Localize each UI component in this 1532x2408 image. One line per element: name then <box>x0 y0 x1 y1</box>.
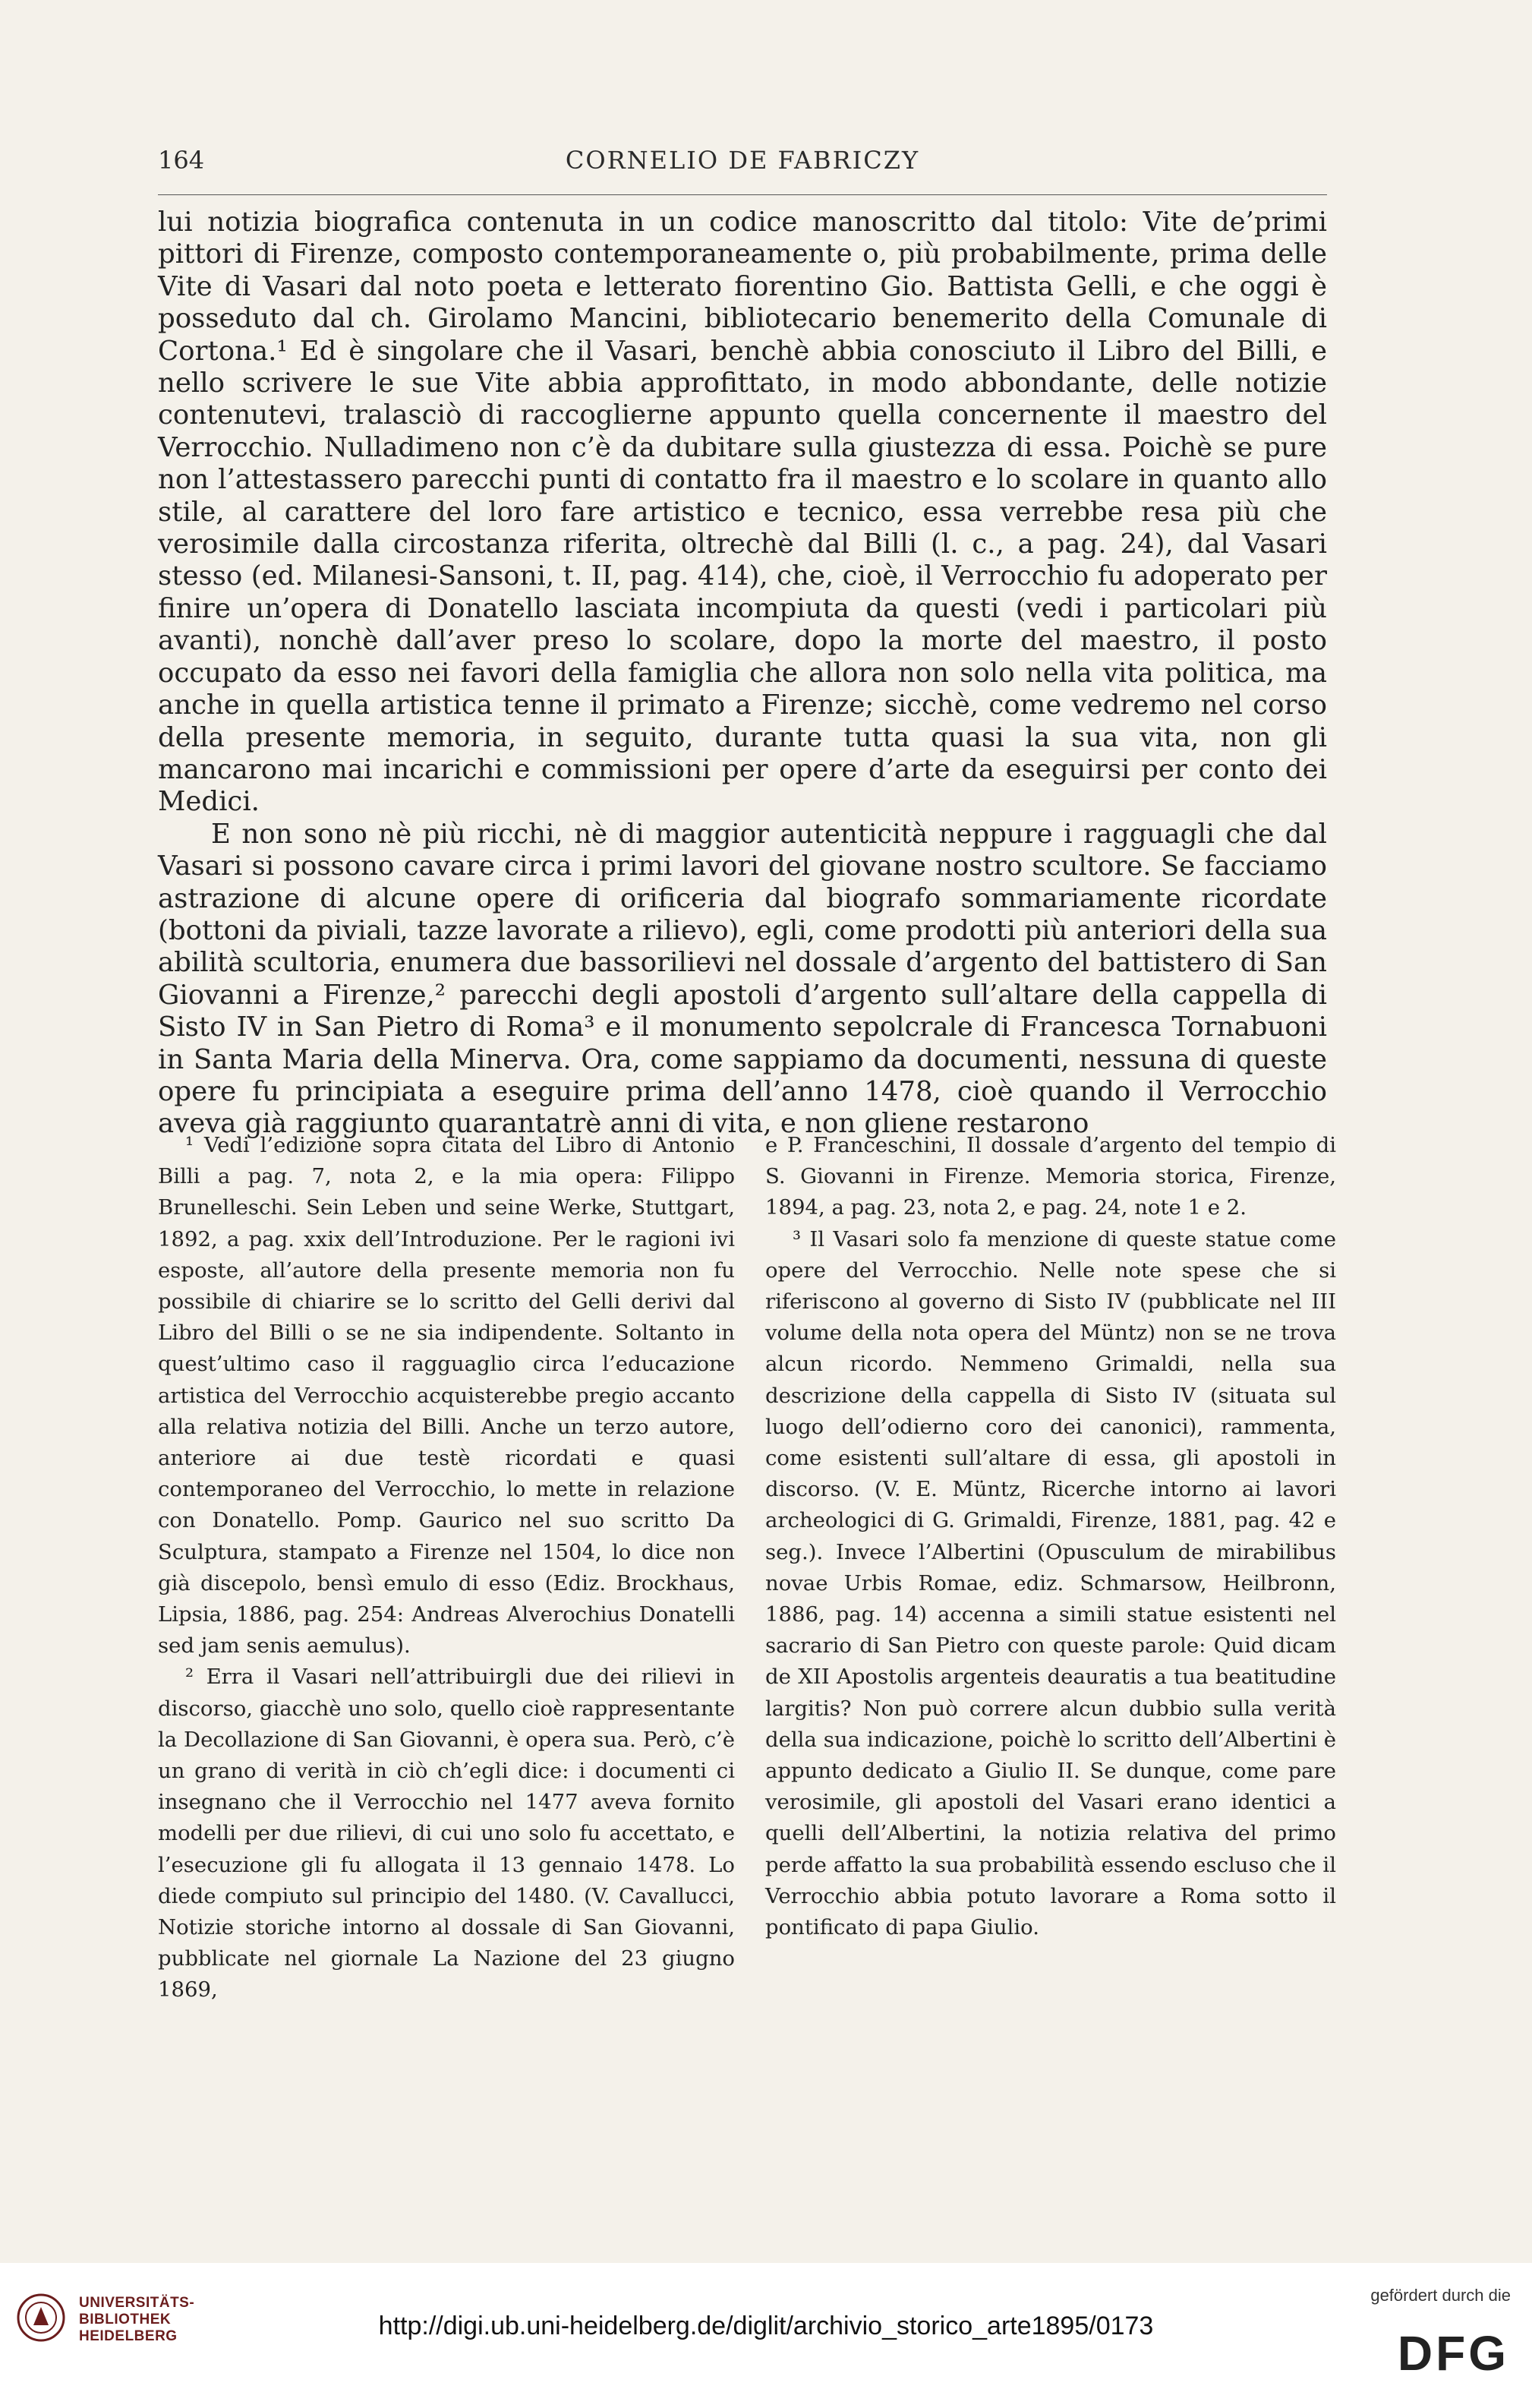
page-number: 164 <box>158 146 205 175</box>
body-paragraph: E non sono nè più ricchi, nè di maggior autenticità neppure i ragguagli che dal Vasari si possono cavare circa i primi lavori del giovane nostro scultore. Se facciamo astrazione di alcune opere di orificeria dal biografo sommariamente ricordate (bottoni da piviali, tazze lavorate a rilievo), egli, come prodotti più anteriori della sua abilità scultoria, enumera due bassorilievi nel dossale d’argento del battistero di San Giovanni a Firenze,² parecchi degli apostoli d’argento sull’altare della cappella di Sisto IV in San Pietro di Roma³ e il monumento sepolcrale di Francesca Tornabuoni in Santa Maria della Minerva. Ora, come sappiamo da documenti, nessuna di queste opere fu principiata a eseguire prima dell’anno 1478, cioè quando il Verrocchio aveva già raggiunto quarantatrè anni di vita, e non gliene restarono <box>158 818 1327 1140</box>
footnote: ³ Il Vasari solo fa menzione di queste statue come opere del Verrocchio. Nelle note spese che si riferiscono al governo di Sisto IV (pubblicate nel III volume della nota opera del Müntz) non se ne trova alcun ricordo. Nemmeno Grimaldi, nella sua descrizione della cappella di Sisto IV (situata sul luogo dell’odierno coro dei canonici), rammenta, come esistenti sull’altare di essa, gli apostoli in discorso. (V. E. Müntz, Ricerche intorno ai lavori archeologici di G. Grimaldi, Firenze, 1881, pag. 42 e seg.). Invece l’Albertini (Opusculum de mirabilibus novae Urbis Romae, ediz. Schmarsow, Heilbronn, 1886, pag. 14) accenna a simili statue esistenti nel sacrario di San Pietro con queste parole: Quid dicam de XII Apostolis argenteis deauratis a tua beatitudine largitis? Non può correre alcun dubbio sulla verità della sua indicazione, poichè lo scritto dell’Albertini è appunto dedicato a Giulio II. Se dunque, come pare verosimile, gli apostoli del Vasari erano identici a quelli dell’Albertini, la notizia relativa del primo perde affatto la sua probabilità essendo escluso che il Verrocchio abbia potuto lavorare a Roma sotto il pontificato di papa Giulio. <box>765 1226 1336 1940</box>
library-name-line: UNIVERSITÄTS- <box>79 2295 195 2311</box>
page-url-link[interactable]: http://digi.ub.uni-heidelberg.de/diglit/archivio_storico_arte1895/0173 <box>378 2312 1154 2340</box>
body-paragraph: lui notizia biografica contenuta in un codice manoscritto dal titolo: Vite de’primi pittori di Firenze, composto contemporaneamente o, più probabilmente, prima delle Vite di Vasari dal noto poeta e letterato fiorentino Gio. Battista Gelli, e che oggi è posseduto dal ch. Girolamo Mancini, bibliotecario benemerito della Comunale di Cortona.¹ Ed è singolare che il Vasari, benchè abbia conosciuto il Libro del Billi, e nello scrivere le sue Vite abbia approfittato, in modo abbondante, delle notizie contenutevi, tralasciò di raccoglierne appunto quella concernente il maestro del Verrocchio. Nulladimeno non c’è da dubitare sulla giustezza di essa. Poichè se pure non l’attestassero parecchi punti di contatto fra il maestro e lo scolare in quanto allo stile, al carattere del loro fare artistico e tecnico, essa verrebbe resa più che verosimile dalla circostanza riferita, oltrechè dal Billi (l. c., a pag. 24), dal Vasari stesso (ed. Milanesi-Sansoni, t. II, pag. 414), che, cioè, il Verrocchio fu adoperato per finire un’opera di Donatello lasciata incompiuta da questi (vedi i particolari più avanti), nonchè dall’aver preso lo scolare, dopo la morte del maestro, il posto occupato da esso nei favori della famiglia che allora non solo nella vita politica, ma anche in quella artistica tenne il primato a Firenze; sicchè, come vedremo nel corso della presente memoria, in seguito, durante tutta quasi la sua vita, non gli mancarono mai incarichi e commissioni per opere d’arte da eseguirsi per conto dei Medici. <box>158 207 1327 818</box>
funding-note: gefördert durch die <box>1370 2286 1511 2305</box>
viewer-footer <box>0 2263 1532 2408</box>
footnote: ¹ Vedi l’edizione sopra citata del Libro di Antonio Billi a pag. 7, nota 2, e la mia opera: Filippo Brunelleschi. Sein Leben und seine Werke, Stuttgart, 1892, a pag. xxix dell’Introduzione. Per le ragioni ivi esposte, all’autore della presente memoria non fu possibile di chiarire se lo scritto del Gelli derivi dal Libro del Billi o se ne sia indipendente. Soltanto in quest’ultimo caso il ragguaglio circa l’educazione artistica del Verrocchio acquisterebbe pregio accanto alla relativa notizia del Billi. Anche un terzo autore, anteriore ai due testè ricordati e quasi contemporaneo del Verrocchio, lo mette in relazione con Donatello. Pomp. Gaurico nel suo scritto Da Sculptura, stampato a Firenze nel 1504, lo dice non già discepolo, bensì emulo di esso (Ediz. Brockhaus, Lipsia, 1886, pag. 254: Andreas Alverochius Donatelli sed jam senis aemulus). <box>158 1133 735 1658</box>
footnotes-left-column <box>158 1130 735 2006</box>
running-head: CORNELIO DE FABRICZY <box>565 146 920 175</box>
page-header <box>158 146 1327 191</box>
main-text <box>158 207 1327 1141</box>
library-name-line: HEIDELBERG <box>79 2328 178 2344</box>
library-name-line: BIBLIOTHEK <box>79 2312 172 2328</box>
footnote: ² Erra il Vasari nell’attribuirgli due dei rilievi in discorso, giacchè uno solo, quello cioè rappresentante la Decollazione di San Giovanni, è opera sua. Però, c’è un grano di verità in ciò ch’egli dice: i documenti ci insegnano che il Verrocchio nel 1477 aveva fornito modelli per due rilievi, di cui uno solo fu accettato, e l’esecuzione gli fu allogata il 13 gennaio 1478. Lo diede compiuto sul principio del 1480. (V. Cavallucci, Notizie storiche intorno al dossale di San Giovanni, pubblicate nel giornale La Nazione del 23 giugno 1869, <box>158 1665 735 2002</box>
header-rule <box>158 194 1327 195</box>
footnotes-right-column <box>765 1130 1336 1943</box>
dfg-logo[interactable]: DFG <box>1397 2326 1509 2381</box>
footnote-continuation: e P. Franceschini, Il dossale d’argento del tempio di S. Giovanni in Firenze. Memoria storica, Firenze, 1894, a pag. 23, nota 2, e pag. 24, note 1 e 2. <box>765 1133 1336 1220</box>
